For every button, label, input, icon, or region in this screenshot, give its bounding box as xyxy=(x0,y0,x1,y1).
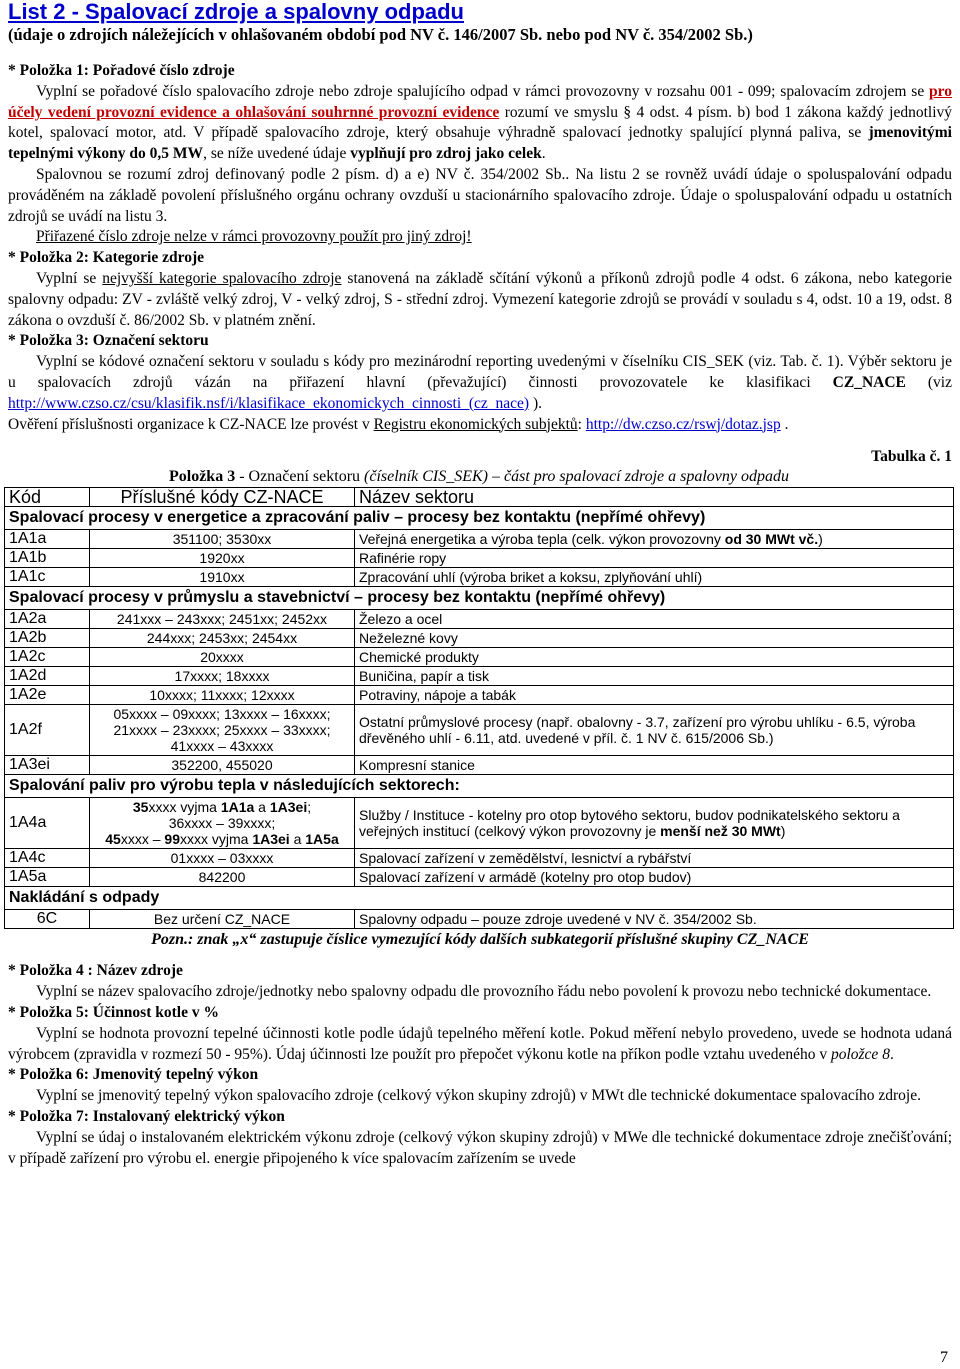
item3-paragraph-2: Ověření příslušnosti organizace k CZ-NACE lze provést v Registru ekonomických subjektů: http://dw.czso.cz/rswj/dotaz.jsp . xyxy=(8,415,789,433)
table-caption: Položka 3 - Označení sektoru (číselník CIS_SEK) – část pro spalovací zdroje a spalovny odpadu xyxy=(5,467,954,488)
item1-warning: Přiřazené číslo zdroje nelze v rámci provozovny použít pro jiný zdroj! xyxy=(36,228,472,246)
item6-paragraph: Vyplní se jmenovitý tepelný výkon spalovacího zdroje (celkový výkon skupiny zdrojů) v MWt dle technické dokumentace spalovacího zdroje. xyxy=(36,1087,921,1105)
table-row: 1A3ei 352200, 455020 Kompresní stanice xyxy=(5,756,954,775)
item5-paragraph: Vyplní se hodnota provozní tepelné účinnosti kotle podle údajů tepelného měření kotle. Pokud měření nebylo provedeno, uvede se hodnota udaná výrobcem (zpravidla v rozmezí 50 - 95%). Údaj účinnosti lze použít pro přepočet výkonu kotle na příkon podle vztahu uvedeného v položce 8. xyxy=(8,1024,952,1063)
item7-paragraph: Vyplní se údaj o instalovaném elektrickém výkonu zdroje (celkový výkon skupiny zdrojů) v MWe dle technické dokumentace zdroje znečišťování; v případě zařízení pro výrobu el. energie připojeného k více spalovacím zařízením se uvede xyxy=(8,1128,952,1167)
page-number: 7 xyxy=(940,1349,948,1366)
table-row: 1A1c 1910xx Zpracování uhlí (výroba briket a koksu, zplyňování uhlí) xyxy=(5,568,954,587)
document-page xyxy=(8,0,952,1169)
item1-paragraph: Vyplní se pořadové číslo spalovacího zdroje nebo zdroje spalujícího odpad v rámci provozovny v rozsahu 001 - 099; spalovacím zdrojem se pro účely vedení provozní evidence a ohlašování souhrnné provozní evidence rozumí ve smyslu § 4 odst. 4 písm. b) bod 1 zákona každý jednotlivý kotel, spalovací motor, atd. V případě spalovacího zdroje, který obsahuje výhradně spalovací jednotky spalující plynná paliva, se jmenovitými tepelnými výkony do 0,5 MW, se níže uvedené údaje vyplňují pro zdroj jako celek. xyxy=(8,82,953,163)
group-row: Spalovací procesy v energetice a zpracování paliv – procesy bez kontaktu (nepřímé ohřevy) xyxy=(5,507,954,530)
item1-paragraph-2: Spalovnou se rozumí zdroj definovaný podle 2 písm. d) a e) NV č. 354/2002 Sb.. Na listu 2 se rovněž uvádí údaje o spoluspalování odpadu prováděném na základě povolení příslušného orgánu ochrany ovzduší u stacionárního spalovacího zdroje. Údaje o spoluspalování odpadu u ostatních zdrojů se uvádí na listu 3. xyxy=(8,165,952,225)
item7-heading: * Položka 7: Instalovaný elektrický výkon xyxy=(8,1107,285,1125)
item3-heading: * Položka 3: Označení sektoru xyxy=(8,332,209,350)
item5-heading: * Položka 5: Účinnost kotle v % xyxy=(8,1003,219,1021)
table-row: 1A4c 01xxxx – 03xxxx Spalovací zařízení v zemědělství, lesnictví a rybářství xyxy=(5,849,954,868)
table-note: Pozn.: znak „x“ zastupuje číslice vymezující kódy dalších subkategorií příslušné skupiny CZ_NACE xyxy=(151,931,809,949)
col-header-sector: Název sektoru xyxy=(355,488,954,507)
item3-paragraph: Vyplní se kódové označení sektoru v souladu s kódy pro mezinárodní reporting uvedenými v číselníku CIS_SEK (viz. Tab. č. 1). Výběr sektoru je u spalovacích zdrojů vázán na přiřazení hlavní (převažující) činnosti provozovatele ke klasifikaci CZ_NACE (viz http://www.czso.cz/csu/klasifik.nsf/i/klasifikace_ekonomickych_cinnosti_(cz_nace) ). xyxy=(8,353,952,412)
group-row: Spalování paliv pro výrobu tepla v následujících sektorech: xyxy=(5,775,954,798)
table-row: 1A1b 1920xx Rafinérie ropy xyxy=(5,549,954,568)
group-row: Spalovací procesy v průmyslu a stavebnictví – procesy bez kontaktu (nepřímé ohřevy) xyxy=(5,587,954,610)
table-row: 1A1a 351100; 3530xx Veřejná energetika a výroba tepla (celk. výkon provozovny od 30 MWt vč.) xyxy=(5,530,954,549)
item4-heading: * Položka 4 : Název zdroje xyxy=(8,962,183,980)
item4-paragraph: Vyplní se název spalovacího zdroje/jednotky nebo spalovny odpadu dle provozního řádu nebo povolení k provozu nebo technické dokumentace. xyxy=(36,983,932,1001)
table-row: 6C Bez určení CZ_NACE Spalovny odpadu – pouze zdroje uvedené v NV č. 354/2002 Sb. xyxy=(5,910,954,929)
item2-paragraph: Vyplní se nejvyšší kategorie spalovacího zdroje stanovená na základě sčítání výkonů a příkonů zdrojů podle 4 odst. 6 zákona, nebo kategorie spalovny odpadu: ZV - zvláště velký zdroj, V - velký zdroj, S - střední zdroj. Vymezení kategorie zdrojů se provádí v souladu s 4, odst. 10 a 19, odst. 8 zákona o ovzduší č. 86/2002 Sb. v platném znění. xyxy=(8,269,953,329)
item6-heading: * Položka 6: Jmenovitý tepelný výkon xyxy=(8,1066,259,1084)
table-row: 1A2b 244xxx; 2453xx; 2454xx Neželezné kovy xyxy=(5,629,954,648)
table-row: 1A5a 842200 Spalovací zařízení v armádě (kotelny pro otop budov) xyxy=(5,868,954,887)
table-row: 1A2f 05xxxx – 09xxxx; 13xxxx – 16xxxx; 21xxxx – 23xxxx; 25xxxx – 33xxxx; 41xxxx – 43xxxx Ostatní průmyslové procesy (např. obalovny - 3.7, zařízení pro výrobu uhlíku - 6.5, výroba dřevěného uhlí - 6.11, atd. uvedené v příl. č. 1 NV č. 615/2006 Sb.) xyxy=(5,705,954,756)
table-row: 1A2a 241xxx – 243xxx; 2451xx; 2452xx Železo a ocel xyxy=(5,610,954,629)
col-header-code: Kód xyxy=(5,488,90,507)
page-title: List 2 - Spalovací zdroje a spalovny odpadu xyxy=(8,0,464,24)
page-subtitle: (údaje o zdrojích náležejících v ohlašovaném období pod NV č. 146/2007 Sb. nebo pod NV č. 354/2002 Sb.) xyxy=(8,25,753,44)
table-row: 1A4a 35xxxx vyjma 1A1a a 1A3ei; 36xxxx – 39xxxx; 45xxxx – 99xxxx vyjma 1A3ei a 1A5a Služby / Instituce - kotelny pro otop bytového sektoru, budov podnikatelského sektoru a veřejných institucí (celkový výkon provozovny je menší než 30 MWt) xyxy=(5,798,954,849)
group-row: Nakládání s odpady xyxy=(5,887,954,910)
rswj-link[interactable]: http://dw.czso.cz/rswj/dotaz.jsp xyxy=(585,415,781,433)
czso-nace-link[interactable]: http://www.czso.cz/csu/klasifik.nsf/i/klasifikace_ekonomickych_cinnosti_(cz_nace) xyxy=(8,394,530,412)
table-number: Tabulka č. 1 xyxy=(871,448,952,466)
table-row: 1A2e 10xxxx; 11xxxx; 12xxxx Potraviny, nápoje a tabák xyxy=(5,686,954,705)
table-row: 1A2c 20xxxx Chemické produkty xyxy=(5,648,954,667)
item1-heading: * Položka 1: Pořadové číslo zdroje xyxy=(8,62,235,79)
item2-heading: * Položka 2: Kategorie zdroje xyxy=(8,249,204,267)
registry-link-text[interactable]: Registru ekonomických subjektů xyxy=(373,415,578,433)
table-row: 1A2d 17xxxx; 18xxxx Buničina, papír a tisk xyxy=(5,667,954,686)
col-header-nace: Příslušné kódy CZ-NACE xyxy=(90,488,355,507)
sector-table xyxy=(4,467,954,929)
